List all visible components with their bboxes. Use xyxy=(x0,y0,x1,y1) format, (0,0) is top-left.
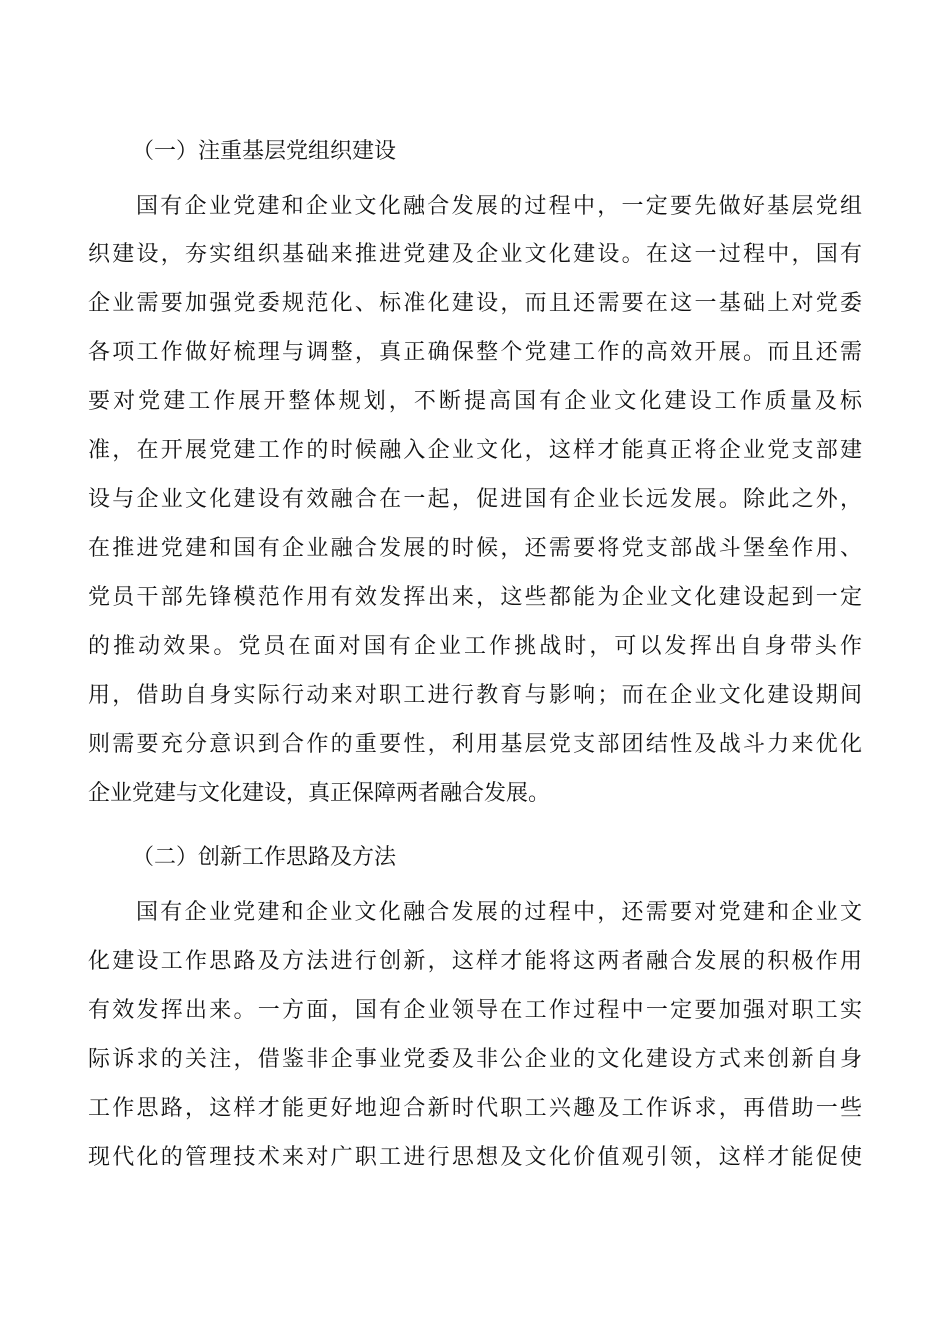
section-2-line-6: 现代化的管理技术来对广职工进行思想及文化价值观引领，这样才能促使 xyxy=(88,1145,862,1170)
section-1-heading: （一）注重基层党组织建设 xyxy=(132,139,397,164)
section-1-line-4: 各项工作做好梳理与调整，真正确保整个党建工作的高效开展。而且还需 xyxy=(88,340,862,365)
section-1-line-6: 准，在开展党建工作的时候融入企业文化，这样才能真正将企业党支部建 xyxy=(88,438,862,463)
section-2-line-1: 国有企业党建和企业文化融合发展的过程中，还需要对党建和企业文 xyxy=(136,900,862,925)
section-2-heading: （二）创新工作思路及方法 xyxy=(132,845,397,870)
section-2-line-4: 际诉求的关注，借鉴非企事业党委及非公企业的文化建设方式来创新自身 xyxy=(88,1047,862,1072)
section-1-line-12: 则需要充分意识到合作的重要性，利用基层党支部团结性及战斗力来优化 xyxy=(88,732,862,757)
section-1-line-7: 设与企业文化建设有效融合在一起，促进国有企业长远发展。除此之外， xyxy=(88,487,862,512)
section-1-line-1: 国有企业党建和企业文化融合发展的过程中，一定要先做好基层党组 xyxy=(136,194,862,219)
section-1-line-11: 用，借助自身实际行动来对职工进行教育与影响；而在企业文化建设期间 xyxy=(88,683,862,708)
section-1-line-5: 要对党建工作展开整体规划，不断提高国有企业文化建设工作质量及标 xyxy=(88,389,862,414)
section-2-line-2: 化建设工作思路及方法进行创新，这样才能将这两者融合发展的积极作用 xyxy=(88,949,862,974)
section-1-line-10: 的推动效果。党员在面对国有企业工作挑战时，可以发挥出自身带头作 xyxy=(88,634,862,659)
section-1-line-9: 党员干部先锋模范作用有效发挥出来，这些都能为企业文化建设起到一定 xyxy=(88,585,862,610)
section-1-line-3: 企业需要加强党委规范化、标准化建设，而且还需要在这一基础上对党委 xyxy=(88,291,862,316)
section-1-line-13: 企业党建与文化建设，真正保障两者融合发展。 xyxy=(88,781,551,806)
section-1-line-8: 在推进党建和国有企业融合发展的时候，还需要将党支部战斗堡垒作用、 xyxy=(88,536,862,561)
section-1-line-2: 织建设，夯实组织基础来推进党建及企业文化建设。在这一过程中，国有 xyxy=(88,242,862,267)
section-2-line-5: 工作思路，这样才能更好地迎合新时代职工兴趣及工作诉求，再借助一些 xyxy=(88,1096,862,1121)
section-2-line-3: 有效发挥出来。一方面，国有企业领导在工作过程中一定要加强对职工实 xyxy=(88,998,862,1023)
